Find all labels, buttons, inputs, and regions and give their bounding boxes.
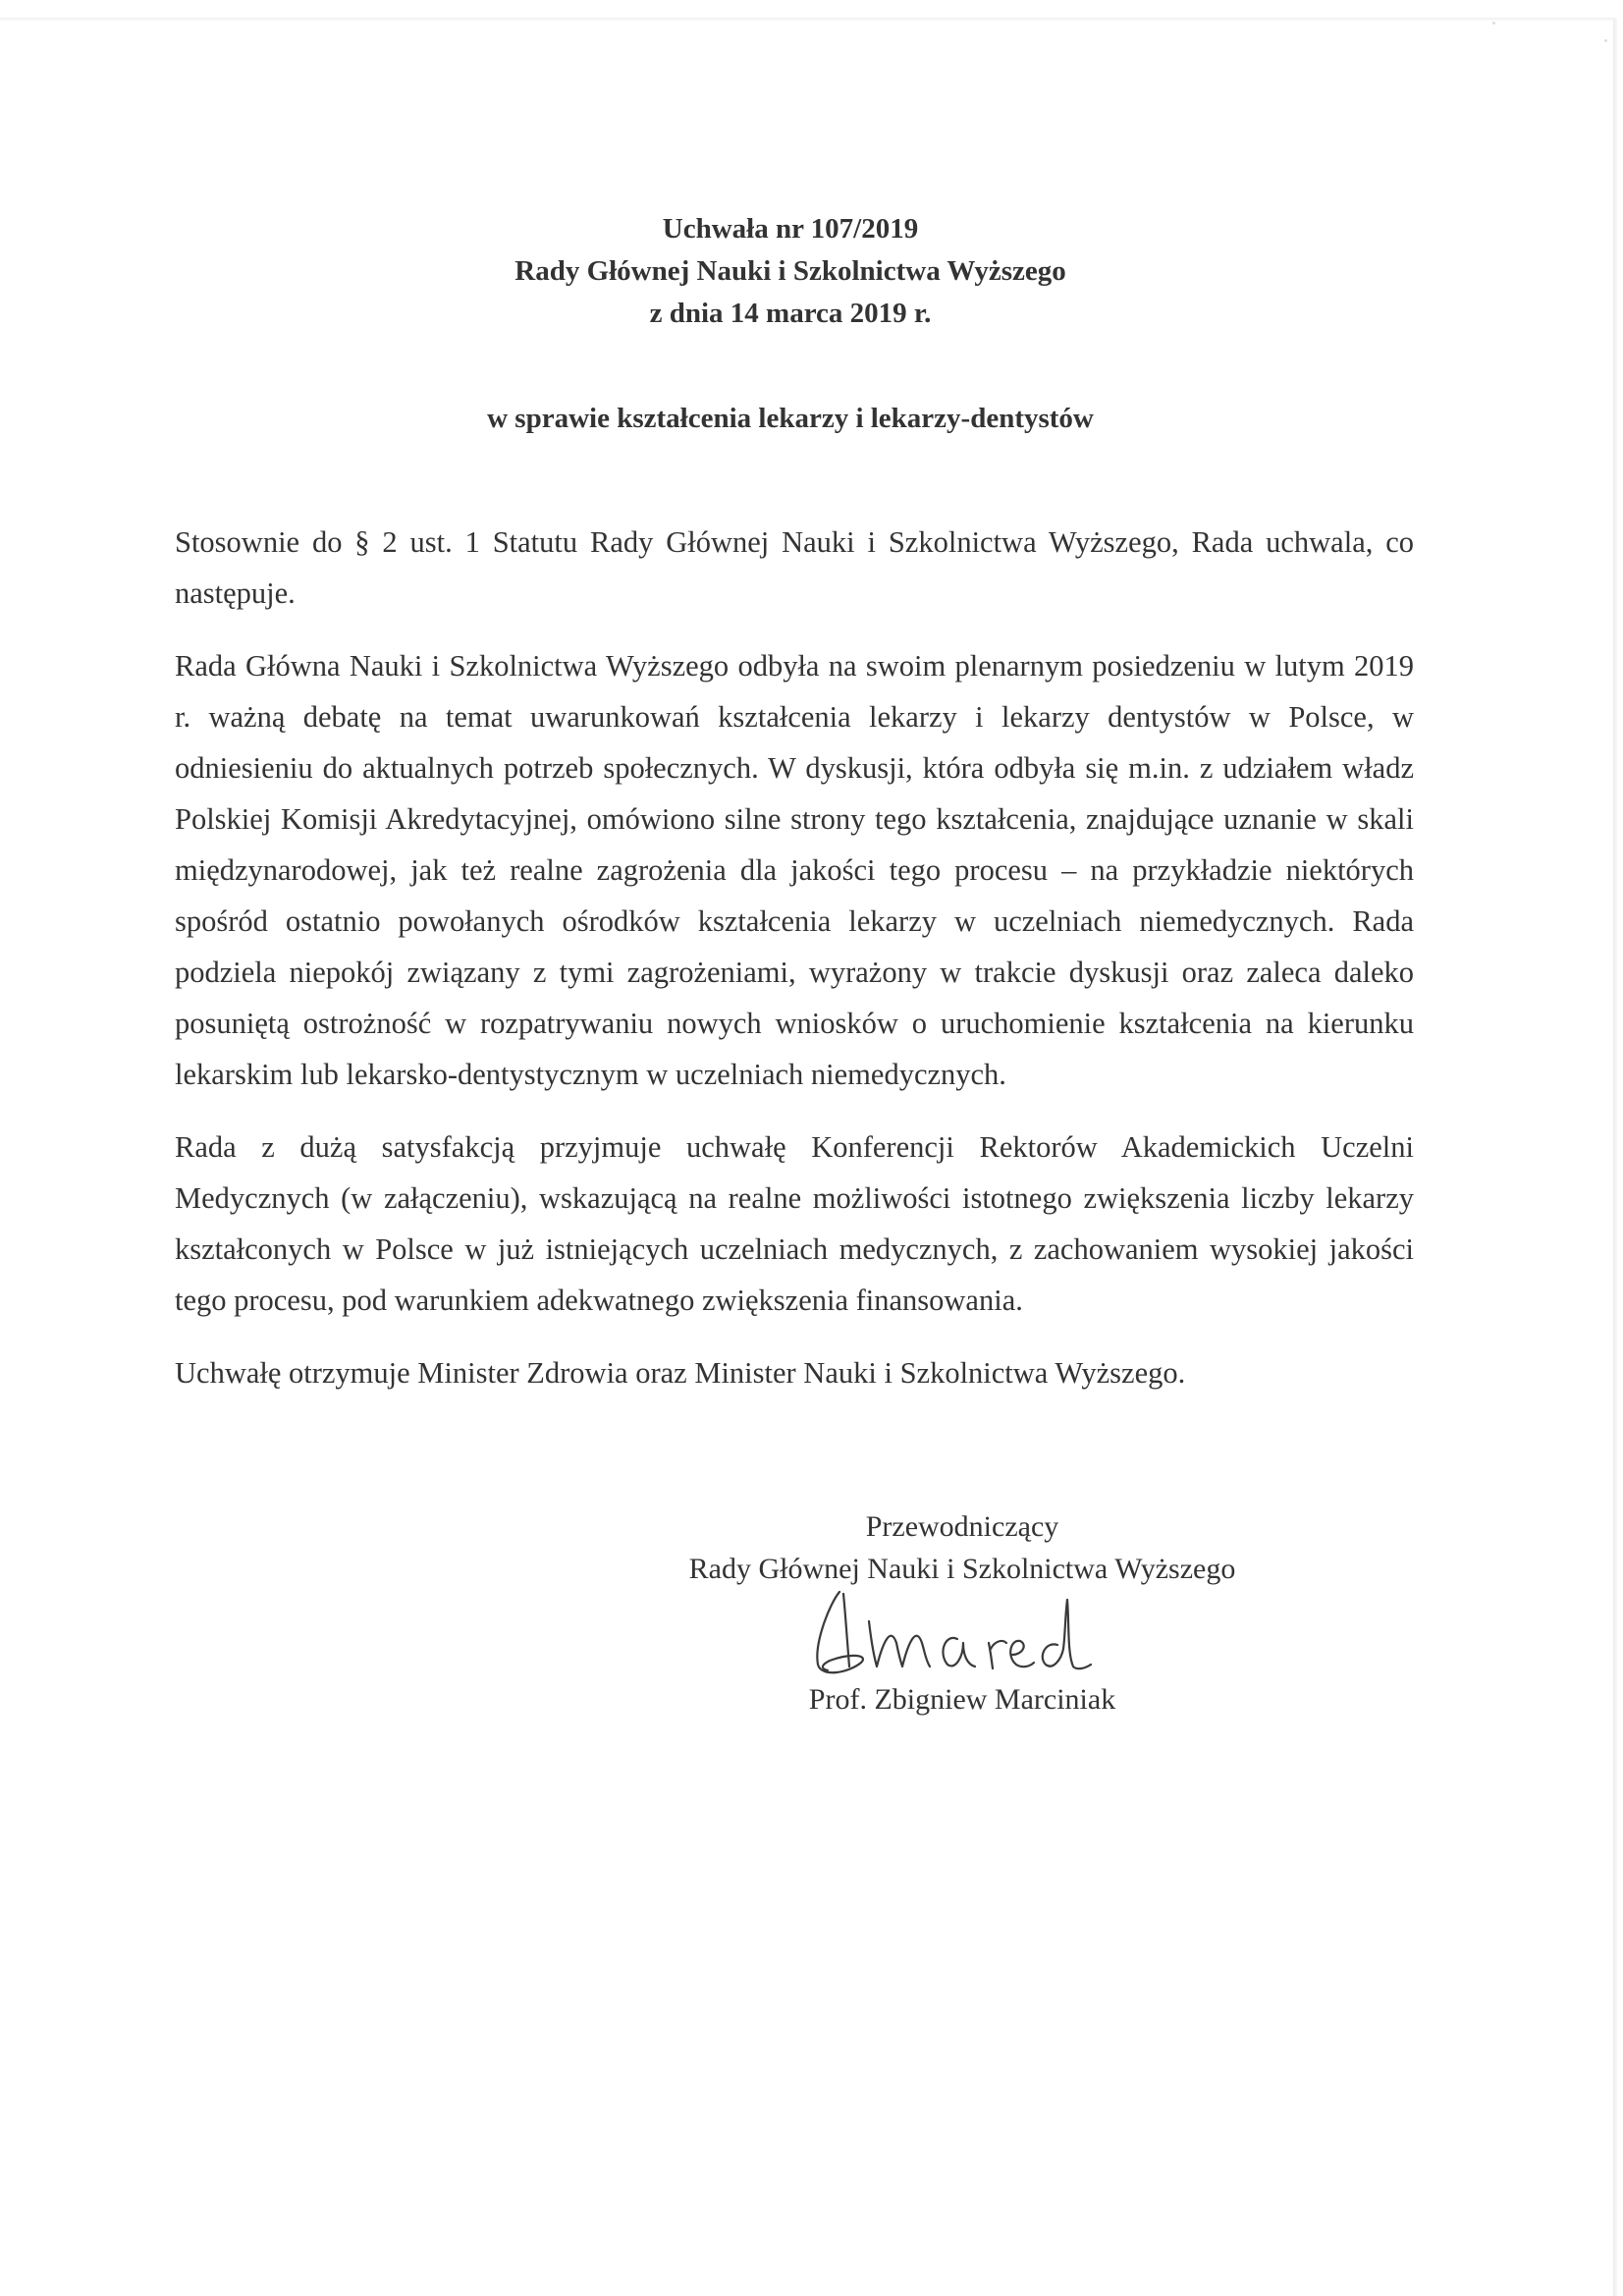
paragraph-kraum-resolution: Rada z dużą satysfakcją przyjmuje uchwałę Konferencji Rektorów Akademickich Uczelni Medycznych (w załączeniu), wskazującą na realne możliwości istotnego zwiększenia liczby lekarzy kształconych w Polsce w już istniejących uczelniach medycznych, z zachowaniem wysokiej jakości tego procesu, pod warunkiem adekwatnego zwiększenia finansowania. <box>175 1130 1414 1317</box>
scan-speck <box>1492 22 1495 25</box>
resolution-date: z dnia 14 marca 2019 r. <box>649 298 932 329</box>
signatory-role: Przewodniczący <box>865 1510 1059 1543</box>
resolution-issuer: Rady Głównej Nauki i Szkolnictwa Wyższego <box>514 255 1066 287</box>
signatory-body: Rady Głównej Nauki i Szkolnictwa Wyższego <box>688 1553 1236 1585</box>
paragraph-preamble: Stosownie do § 2 ust. 1 Statutu Rady Głównej Nauki i Szkolnictwa Wyższego, Rada uchwala, co następuje. <box>175 525 1414 610</box>
signature-block <box>638 1505 1286 1721</box>
scan-edge-right <box>1613 18 1617 2296</box>
handwritten-signature-icon <box>800 1584 1124 1682</box>
scan-edge-top <box>0 18 1615 21</box>
resolution-title: Uchwała nr 107/2019 <box>662 213 919 245</box>
resolution-subject: w sprawie kształcenia lekarzy i lekarzy-dentystów <box>487 403 1094 434</box>
resolution-body <box>175 517 1414 1424</box>
paragraph-recipients: Uchwałę otrzymuje Minister Zdrowia oraz Minister Nauki i Szkolnictwa Wyższego. <box>175 1356 1186 1390</box>
scan-speck <box>1604 39 1607 42</box>
resolution-header <box>0 208 1581 335</box>
signatory-name: Prof. Zbigniew Marciniak <box>808 1683 1116 1716</box>
paragraph-debate: Rada Główna Nauki i Szkolnictwa Wyższego odbyła na swoim plenarnym posiedzeniu w lutym 2019 r. ważną debatę na temat uwarunkowań kształcenia lekarzy i lekarzy dentystów w Polsce, w odniesieniu do aktualnych potrzeb społecznych. W dyskusji, która odbyła się m.in. z udziałem władz Polskiej Komisji Akredytacyjnej, omówiono silne strony tego kształcenia, znajdujące uznanie w skali międzynarodowej, jak też realne zagrożenia dla jakości tego procesu – na przykładzie niektórych spośród ostatnio powołanych ośrodków kształcenia lekarzy w uczelniach niemedycznych. Rada podziela niepokój związany z tymi zagrożeniami, wyrażony w trakcie dyskusji oraz zaleca daleko posuniętą ostrożność w rozpatrywaniu nowych wniosków o uruchomienie kształcenia na kierunku lekarskim lub lekarsko-dentystycznym w uczelniach niemedycznych. <box>175 649 1414 1091</box>
